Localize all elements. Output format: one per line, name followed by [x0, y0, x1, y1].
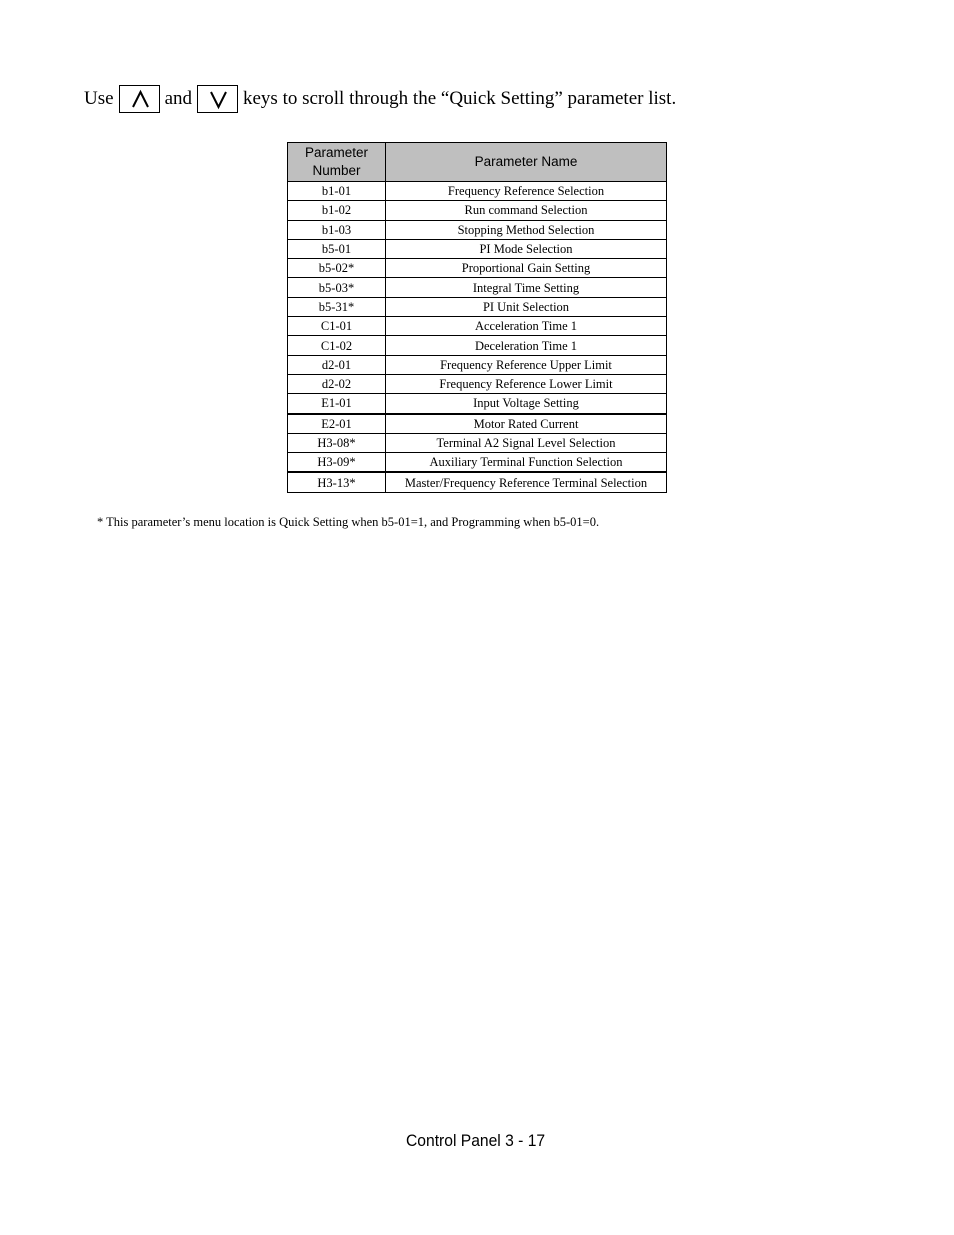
parameter-number: H3-09*: [288, 453, 386, 473]
parameter-number: E1-01: [288, 394, 386, 414]
table-header-row: [288, 143, 667, 182]
parameter-number: b1-03: [288, 220, 386, 239]
parameter-number: b1-01: [288, 182, 386, 201]
parameter-number: d2-01: [288, 355, 386, 374]
table-row: [288, 374, 667, 393]
parameter-name: Deceleration Time 1: [386, 336, 667, 355]
table-row: [288, 201, 667, 220]
parameter-name: Auxiliary Terminal Function Selection: [386, 453, 667, 473]
intro-word-and: and: [164, 88, 192, 109]
parameter-name: Proportional Gain Setting: [386, 259, 667, 278]
parameter-number: b5-03*: [288, 278, 386, 297]
parameter-name: Frequency Reference Selection: [386, 182, 667, 201]
table-row: [288, 336, 667, 355]
intro-rest: keys to scroll through the “Quick Setting” parameter list.: [243, 88, 677, 109]
intro-sentence: [84, 84, 676, 114]
parameter-number: E2-01: [288, 414, 386, 434]
parameter-number: d2-02: [288, 374, 386, 393]
parameter-name: Motor Rated Current: [386, 414, 667, 434]
table-row: [288, 259, 667, 278]
table-row: [288, 182, 667, 201]
parameter-number: H3-13*: [288, 472, 386, 492]
table-row: [288, 453, 667, 473]
parameter-name: Frequency Reference Lower Limit: [386, 374, 667, 393]
table-row: [288, 220, 667, 239]
parameter-number: C1-01: [288, 317, 386, 336]
table-row: [288, 472, 667, 492]
parameter-number: H3-08*: [288, 433, 386, 452]
parameter-name: Stopping Method Selection: [386, 220, 667, 239]
parameter-number: C1-02: [288, 336, 386, 355]
parameter-name: Terminal A2 Signal Level Selection: [386, 433, 667, 452]
quick-setting-parameter-table: [287, 142, 667, 493]
header-parameter-name: Parameter Name: [386, 143, 667, 182]
intro-word-use: Use: [84, 88, 114, 109]
parameter-number: b5-01: [288, 239, 386, 258]
parameter-number: b5-31*: [288, 297, 386, 316]
footnote: * This parameter’s menu location is Quick Setting when b5-01=1, and Programming when b5-01=0.: [97, 515, 600, 529]
page-footer: Control Panel 3 - 17: [406, 1131, 546, 1150]
parameter-name: Frequency Reference Upper Limit: [386, 355, 667, 374]
table-row: [288, 433, 667, 452]
down-arrow-key-icon: [197, 85, 238, 113]
table-row: [288, 414, 667, 434]
parameter-number: b5-02*: [288, 259, 386, 278]
table-row: [288, 317, 667, 336]
up-arrow-key-icon: [119, 85, 160, 113]
parameter-name: Integral Time Setting: [386, 278, 667, 297]
table-row: [288, 355, 667, 374]
parameter-number: b1-02: [288, 201, 386, 220]
table-row: [288, 394, 667, 414]
parameter-name: Master/Frequency Reference Terminal Selection: [386, 472, 667, 492]
table-row: [288, 239, 667, 258]
parameter-name: PI Unit Selection: [386, 297, 667, 316]
parameter-name: PI Mode Selection: [386, 239, 667, 258]
parameter-name: Acceleration Time 1: [386, 317, 667, 336]
table-row: [288, 297, 667, 316]
parameter-name: Input Voltage Setting: [386, 394, 667, 414]
parameter-name: Run command Selection: [386, 201, 667, 220]
table-row: [288, 278, 667, 297]
header-parameter-number: Parameter Number: [288, 143, 386, 182]
